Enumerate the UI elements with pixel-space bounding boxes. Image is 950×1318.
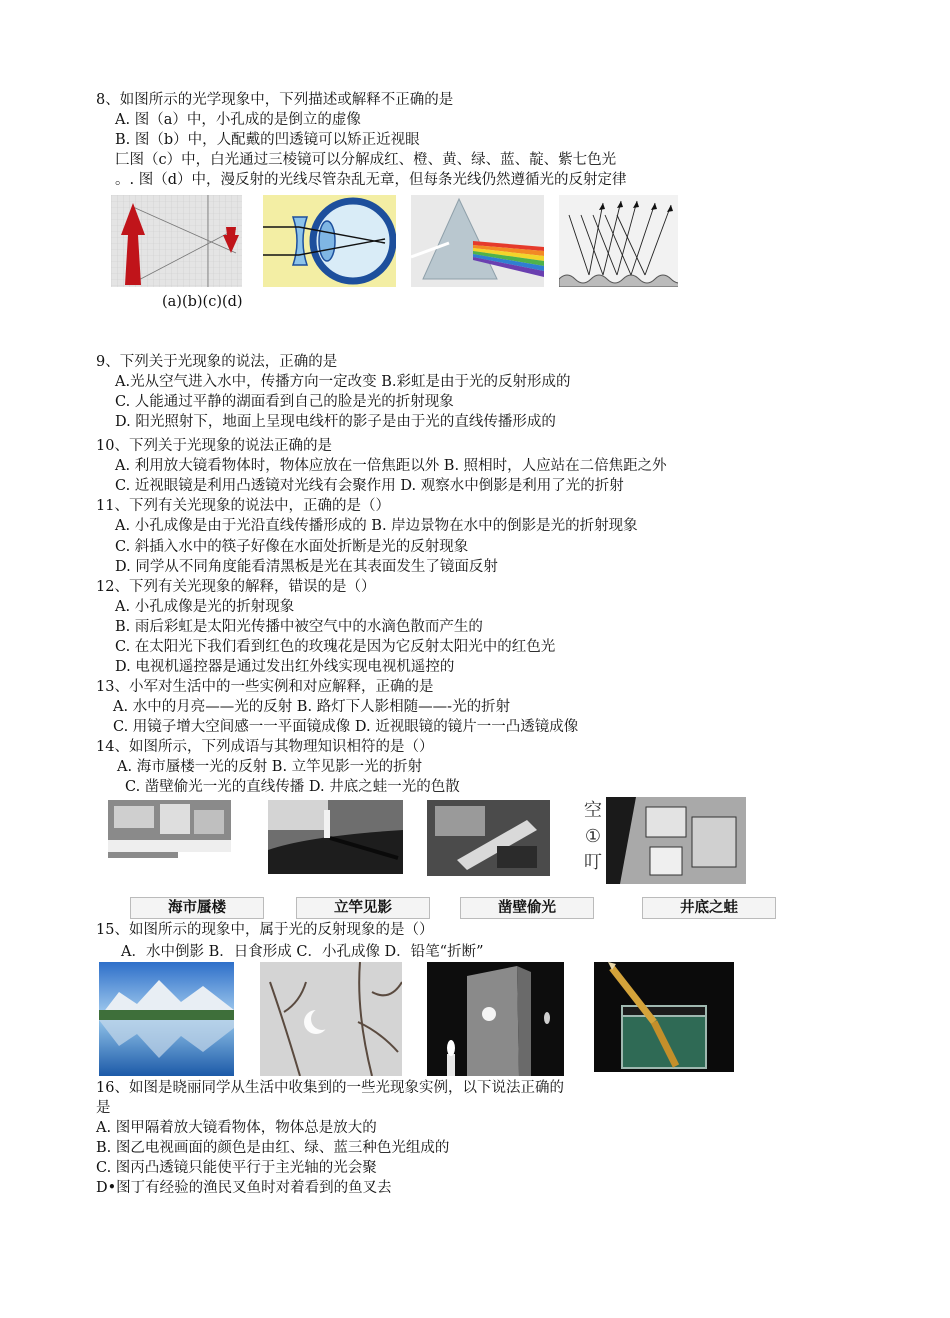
q10-stem: 10、下列关于光现象的说法正确的是 [96,438,332,454]
shadow-pole-image [268,800,403,874]
q9-option-ab: A.光从空气进入水中，传播方向一定改变 B.彩虹是由于光的反射形成的 [115,374,571,390]
eye-lens-figure [263,195,396,287]
q13-option-cd: C. 用镜子增大空间感一一平面镜成像 D. 近视眼镜的镜片一一凸透镜成像 [113,719,579,735]
q8-option-d: 。. 图（d）中，漫反射的光线尽管杂乱无章，但每条光线仍然遵循光的反射定律 [115,172,627,188]
q16-option-a: A. 图甲隔着放大镜看物体，物体总是放大的 [96,1120,377,1136]
caption-frog-well: 井底之蛙 [642,897,776,919]
q13-option-ab: A. 水中的月亮——光的反射 B. 路灯下人影相随——-光的折射 [113,699,511,715]
q8-option-a: A. 图（a）中，小孔成的是倒立的虚像 [115,112,361,128]
pinhole-image-figure [111,195,242,287]
q8-stem: 8、如图所示的光学现象中，下列描述或解释不正确的是 [96,92,454,108]
q12-option-a: A. 小孔成像是光的折射现象 [115,599,295,615]
q12-option-b: B. 雨后彩虹是太阳光传播中被空气中的水滴色散而产生的 [115,619,483,635]
eclipse-image [260,962,402,1076]
lake-reflection-image [99,962,234,1076]
q11-option-d: D. 同学从不同角度能看清黑板是光在其表面发生了镜面反射 [115,559,498,575]
q12-stem: 12、下列有关光现象的解释，错误的是（） [96,579,376,595]
q12-option-c: C. 在太阳光下我们看到红色的玫瑰花是因为它反射太阳光中的红色光 [115,639,556,655]
q12-option-d: D. 电视机遥控器是通过发出红外线实现电视机遥控的 [115,659,455,675]
q9-option-d: D. 阳光照射下，地面上呈现电线杆的影子是由于光的直线传播形成的 [115,414,556,430]
q11-option-ab: A. 小孔成像是由于光沿直线传播形成的 B. 岸边景物在水中的倒影是光的折射现象 [115,518,638,534]
pencil-in-water-image [594,962,734,1072]
q16-option-b: B. 图乙电视画面的颜色是由红、绿、蓝三种色光组成的 [96,1140,450,1156]
frog-well-image [606,797,746,884]
q15-options: A．水中倒影 B．日食形成 C．小孔成像 D．铅笔“折断” [121,944,484,960]
mirage-image [108,800,231,866]
q8-option-b: B. 图（b）中，人配戴的凹透镜可以矫正近视眼 [115,132,420,148]
side-glyphs: 空 ① 叮 [579,797,607,879]
pinhole-candle-image [427,962,564,1076]
q15-stem: 15、如图所示的现象中，属于光的反射现象的是（） [96,922,434,938]
q14-option-cd: C. 凿壁偷光一光的直线传播 D. 井底之蛙一光的色散 [125,779,460,795]
q8-figure-label: (a)(b)(c)(d) [162,294,243,310]
q14-stem: 14、如图所示，下列成语与其物理知识相符的是（） [96,739,434,755]
q8-option-c: 匚图（c）中，白光通过三棱镜可以分解成红、橙、黄、绿、蓝、靛、紫七色光 [115,152,617,168]
q16-option-c: C. 图丙凸透镜只能使平行于主光轴的光会聚 [96,1160,377,1176]
diffuse-reflection-figure [559,195,678,287]
q10-option-ab: A. 利用放大镜看物体时，物体应放在一倍焦距以外 B. 照相时，人应站在二倍焦距之外 [115,458,667,474]
q16-stem-line1: 16、如图是晓丽同学从生活中收集到的一些光现象实例，以下说法正确的 [96,1080,564,1096]
q9-stem: 9、下列关于光现象的说法，正确的是 [96,354,338,370]
q16-option-d: D•图丁有经验的渔民叉鱼时对着看到的鱼叉去 [96,1180,392,1196]
q9-option-c: C. 人能通过平静的湖面看到自己的脸是光的折射现象 [115,394,454,410]
prism-figure [411,195,544,287]
wall-light-image [427,800,550,876]
caption-shadow: 立竿见影 [296,897,430,919]
q13-stem: 13、小军对生活中的一些实例和对应解释，正确的是 [96,679,434,695]
caption-wall-light: 凿壁偷光 [460,897,594,919]
q11-option-c: C. 斜插入水中的筷子好像在水面处折断是光的反射现象 [115,539,469,555]
caption-mirage: 海市蜃楼 [130,897,264,919]
q11-stem: 11、下列有关光现象的说法中，正确的是（） [96,498,390,514]
q14-option-ab: A. 海市蜃楼一光的反射 B. 立竿见影一光的折射 [117,759,423,775]
q16-stem-line2: 是 [96,1100,111,1116]
q10-option-cd: C. 近视眼镜是利用凸透镜对光线有会聚作用 D. 观察水中倒影是利用了光的折射 [115,478,624,494]
